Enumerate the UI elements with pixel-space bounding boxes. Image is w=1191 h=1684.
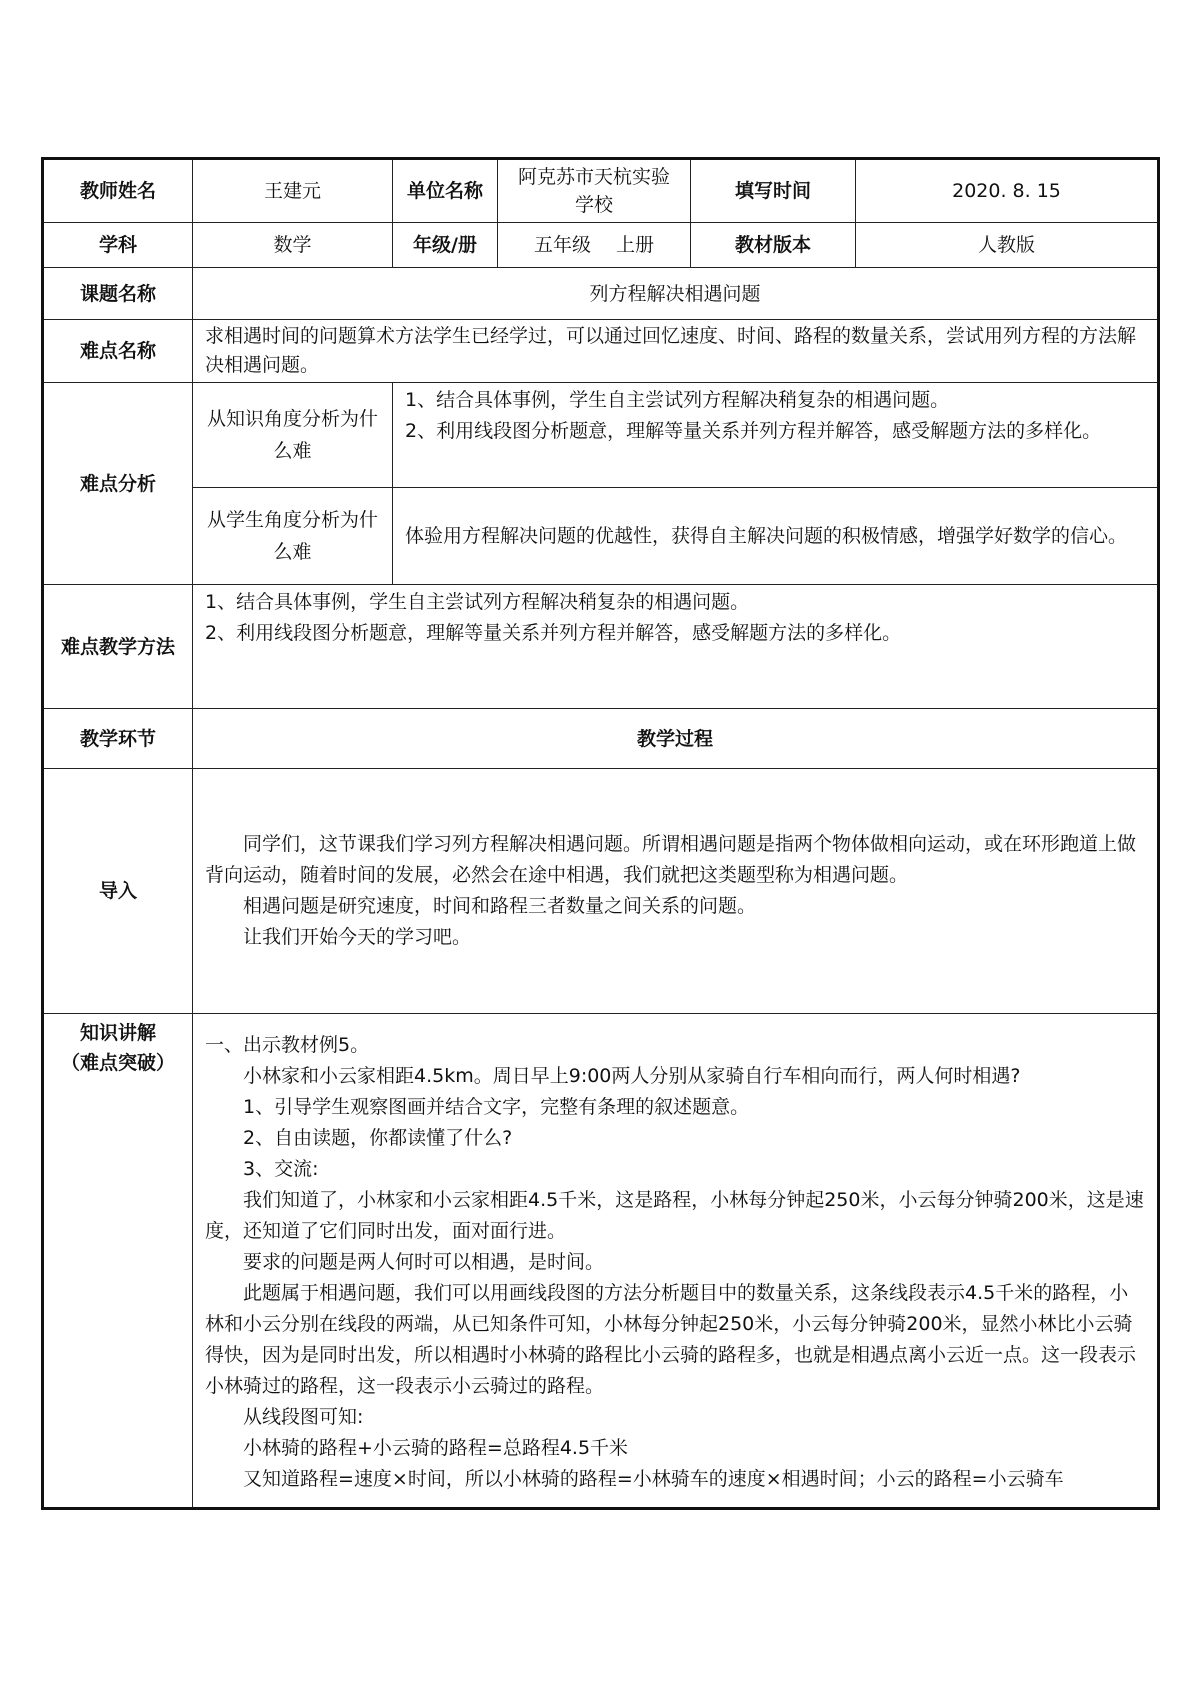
lecture-line-6: 我们知道了，小林家和小云家相距4.5千米，这是路程，小林每分钟起250米，小云每分钟骑200米，这是速度，还知道了它们同时出发，面对面行进。 <box>205 1189 1144 1242</box>
lecture-line-7: 要求的问题是两人何时可以相遇，是时间。 <box>243 1251 605 1273</box>
lecture-line-9: 从线段图可知: <box>243 1406 364 1428</box>
unit-name-line-2: 学校 <box>574 194 613 216</box>
knowledge-line-1: 1、结合具体事例，学生自主尝试列方程解决稍复杂的相遇问题。 <box>405 389 950 411</box>
fill-date-label: 填写时间 <box>691 159 856 223</box>
teaching-process-label: 教学过程 <box>193 709 1159 769</box>
method-label: 难点教学方法 <box>43 585 193 709</box>
topic-value: 列方程解决相遇问题 <box>193 268 1159 320</box>
student-angle-text: 体验用方程解决问题的优越性，获得自主解决问题的积极情感，增强学好数学的信心。 <box>393 488 1159 585</box>
process-header-row <box>43 709 1159 769</box>
lecture-label-line-2: （难点突破） <box>60 1052 175 1074</box>
fill-date-value: 2020. 8. 15 <box>856 159 1159 223</box>
analysis-row-knowledge <box>43 383 1159 488</box>
method-line-2: 2、利用线段图分析题意，理解等量关系并列方程并解答，感受解题方法的多样化。 <box>205 622 902 644</box>
difficulty-text: 求相遇时间的问题算术方法学生已经学过，可以通过回忆速度、时间、路程的数量关系，尝试用列方程的方法解决相遇问题。 <box>193 320 1159 383</box>
analysis-label: 难点分析 <box>43 383 193 585</box>
intro-paragraph-3: 让我们开始今天的学习吧。 <box>243 926 472 948</box>
topic-label: 课题名称 <box>43 268 193 320</box>
unit-name-value <box>498 159 691 223</box>
intro-paragraph-1: 同学们，这节课我们学习列方程解决相遇问题。所谓相遇问题是指两个物体做相向运动，或在环形跑道上做背向运动，随着时间的发展，必然会在途中相遇，我们就把这类题型称为相遇问题。 <box>205 833 1137 886</box>
intro-paragraph-2: 相遇问题是研究速度，时间和路程三者数量之间关系的问题。 <box>243 895 757 917</box>
lecture-row <box>43 1014 1159 1509</box>
edition-label: 教材版本 <box>691 223 856 268</box>
intro-row <box>43 769 1159 1014</box>
teacher-name-value: 王建元 <box>193 159 393 223</box>
lecture-line-3: 1、引导学生观察图画并结合文字，完整有条理的叙述题意。 <box>243 1096 750 1118</box>
lecture-label-line-1: 知识讲解 <box>79 1022 156 1044</box>
student-angle-label: 从学生角度分析为什么难 <box>193 488 393 585</box>
lecture-line-1: 一、出示教材例5。 <box>205 1034 370 1056</box>
difficulty-row <box>43 320 1159 383</box>
info-row-1 <box>43 159 1159 223</box>
knowledge-line-2: 2、利用线段图分析题意，理解等量关系并列方程并解答，感受解题方法的多样化。 <box>405 420 1102 442</box>
info-row-2 <box>43 223 1159 268</box>
unit-name-line-1: 阿克苏市天杭实验 <box>517 166 670 188</box>
lecture-line-4: 2、自由读题，你都读懂了什么? <box>243 1127 513 1149</box>
knowledge-angle-label: 从知识角度分析为什么难 <box>193 383 393 488</box>
subject-label: 学科 <box>43 223 193 268</box>
grade-label: 年级/册 <box>393 223 498 268</box>
lesson-plan-table <box>41 157 1160 1510</box>
knowledge-angle-text <box>393 383 1159 488</box>
teacher-name-label: 教师姓名 <box>43 159 193 223</box>
edition-value: 人教版 <box>856 223 1159 268</box>
lecture-line-10: 小林骑的路程+小云骑的路程=总路程4.5千米 <box>243 1437 629 1459</box>
lecture-line-5: 3、交流: <box>243 1158 319 1180</box>
intro-text <box>193 769 1159 1014</box>
method-row <box>43 585 1159 709</box>
grade-value: 五年级 上册 <box>498 223 691 268</box>
lecture-line-2: 小林家和小云家相距4.5km。周日早上9:00两人分别从家骑自行车相向而行，两人何时相遇? <box>243 1065 1021 1087</box>
method-line-1: 1、结合具体事例，学生自主尝试列方程解决稍复杂的相遇问题。 <box>205 591 750 613</box>
intro-label: 导入 <box>43 769 193 1014</box>
lecture-line-8: 此题属于相遇问题，我们可以用画线段图的方法分析题目中的数量关系，这条线段表示4.5千米的路程，小林和小云分别在线段的两端，从已知条件可知，小林每分钟起250米，小云每分钟骑200米，显然小林比小云骑得快，因为是同时出发，所以相遇时小林骑的路程比小云骑的路程多，也就是相遇点离小云近一点。这一段表示小林骑过的路程，这一段表示小云骑过的路程。 <box>205 1282 1137 1397</box>
topic-row <box>43 268 1159 320</box>
lecture-label <box>43 1014 193 1509</box>
unit-name-label: 单位名称 <box>393 159 498 223</box>
lecture-line-11: 又知道路程=速度×时间，所以小林骑的路程=小林骑车的速度×相遇时间；小云的路程=小云骑车 <box>243 1468 1064 1490</box>
method-text <box>193 585 1159 709</box>
teaching-stage-label: 教学环节 <box>43 709 193 769</box>
subject-value: 数学 <box>193 223 393 268</box>
lecture-text <box>193 1014 1159 1509</box>
analysis-row-student <box>43 488 1159 585</box>
difficulty-label: 难点名称 <box>43 320 193 383</box>
